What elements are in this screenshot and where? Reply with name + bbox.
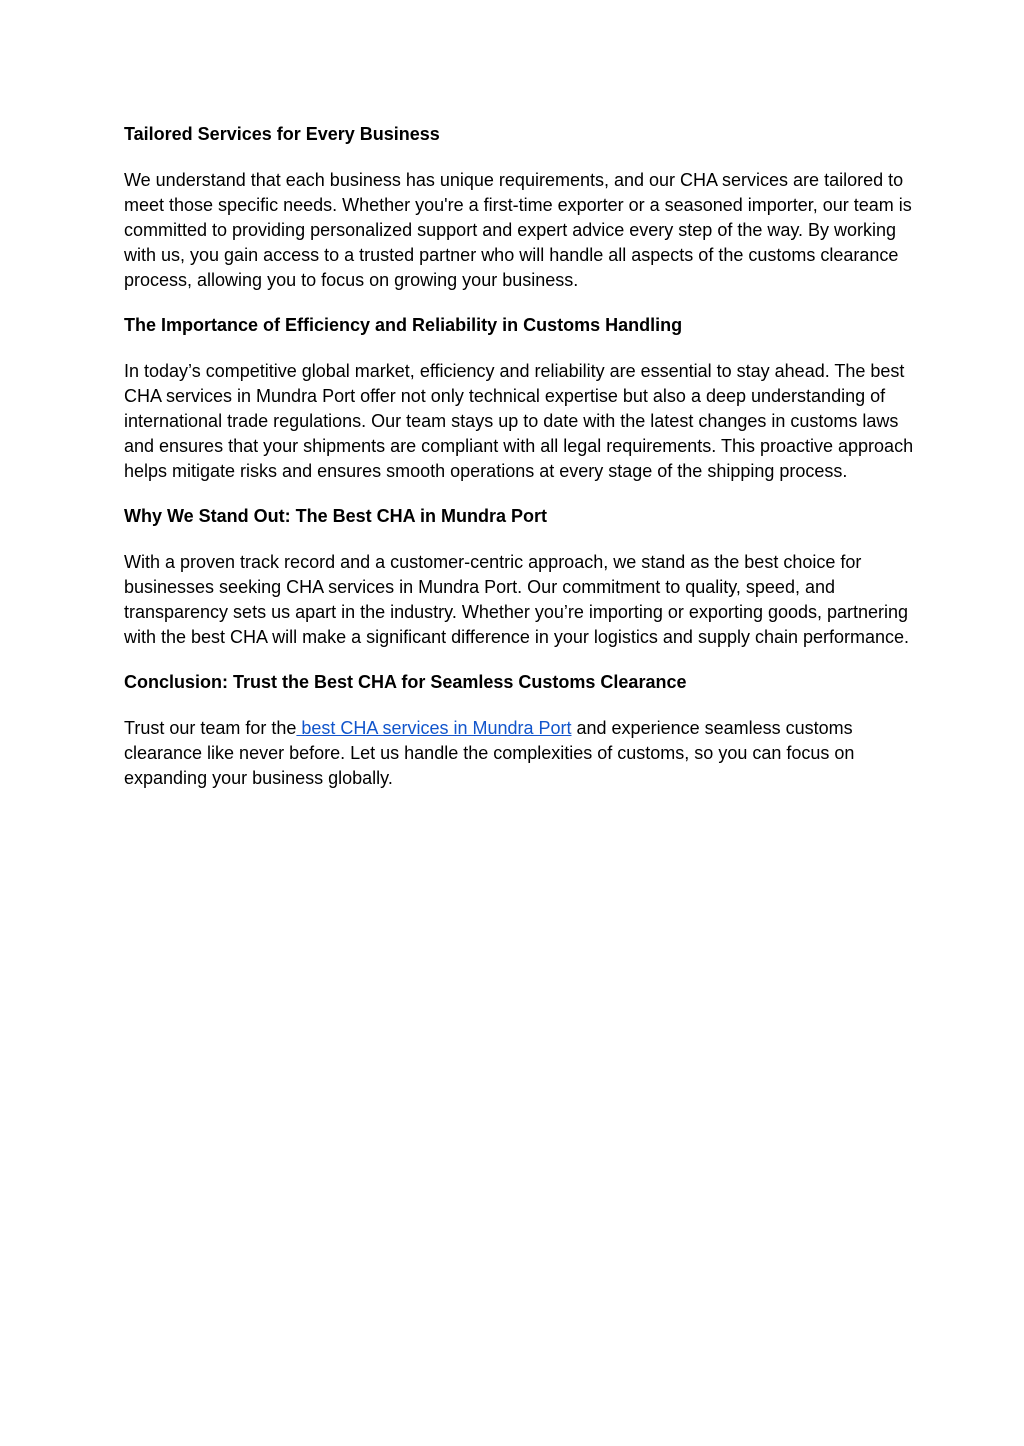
conclusion-text-before-link: Trust our team for the [124, 718, 297, 738]
section-body-efficiency-reliability: In today’s competitive global market, efficiency and reliability are essential to stay ahead. The best CHA services in Mundra Port offer not only technical expertise but also a deep understanding of international trade regulations. Our team stays up to date with the latest changes in customs laws and ensures that your shipments are compliant with all legal requirements. This proactive approach helps mitigate risks and ensures smooth operations at every stage of the shipping process. [124, 361, 914, 481]
section-heading-efficiency-reliability: The Importance of Efficiency and Reliability in Customs Handling [124, 315, 683, 335]
section-body-why-we-stand-out: With a proven track record and a customer-centric approach, we stand as the best choice for businesses seeking CHA services in Mundra Port. Our commitment to quality, speed, and transparency sets us apart in the industry. Whether you’re importing or exporting goods, partnering with the best CHA will make a significant difference in your logistics and supply chain performance. [124, 552, 910, 647]
document-page [124, 122, 914, 791]
conclusion-text-after-link: and experience seamless customs clearance like never before. Let us handle the complexities of customs, so you can focus on expanding your business globally. [124, 718, 855, 788]
section-heading-why-we-stand-out: Why We Stand Out: The Best CHA in Mundra Port [124, 506, 547, 526]
section-heading-conclusion: Conclusion: Trust the Best CHA for Seamless Customs Clearance [124, 672, 687, 692]
section-body-tailored-services: We understand that each business has unique requirements, and our CHA services are tailored to meet those specific needs. Whether you're a first-time exporter or a seasoned importer, our team is committed to providing personalized support and expert advice every step of the way. By working with us, you gain access to a trusted partner who will handle all aspects of the customs clearance process, allowing you to focus on growing your business. [124, 170, 912, 290]
best-cha-services-link[interactable]: best CHA services in Mundra Port [296, 718, 572, 738]
section-heading-tailored-services: Tailored Services for Every Business [124, 124, 440, 144]
section-body-conclusion [124, 716, 914, 791]
